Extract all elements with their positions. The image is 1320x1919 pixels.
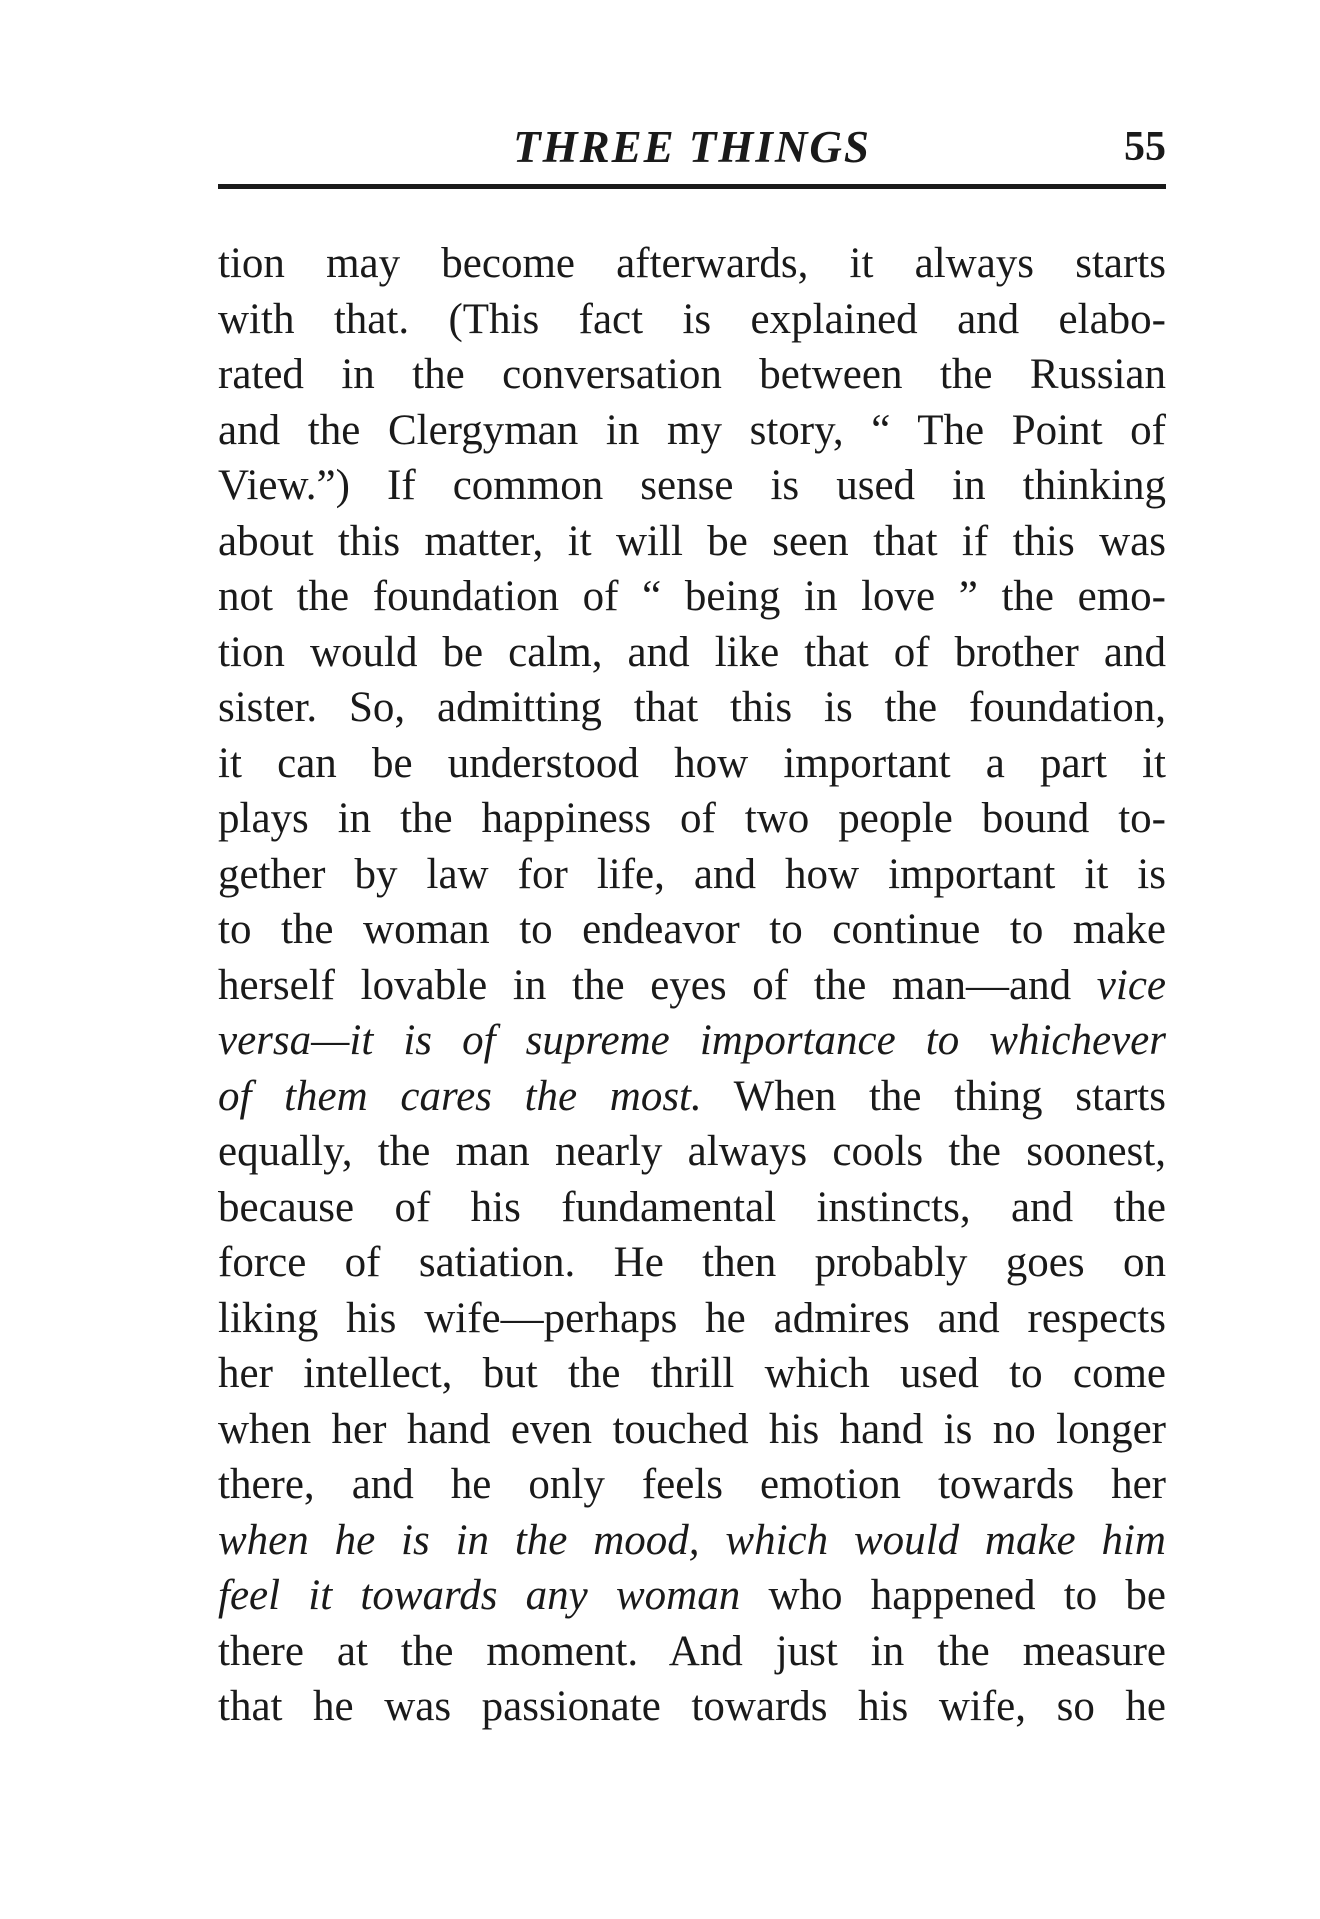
italic-text-segment: versa—it is of supreme importance to whichever <box>218 1017 1166 1064</box>
text-line <box>218 1679 1166 1735</box>
text-segment: it can be understood how important a part it <box>218 739 1166 787</box>
page-number: 55 <box>1124 124 1166 170</box>
text-line <box>218 236 1166 292</box>
text-segment: force of satiation. He then probably goes on <box>218 1239 1166 1286</box>
body-text <box>218 236 1166 1735</box>
text-segment: sister. So, admitting that this is the foundation, <box>218 684 1166 731</box>
text-segment: that he was passionate towards his wife, so he <box>218 1683 1166 1730</box>
text-line <box>218 1291 1166 1347</box>
text-line <box>218 625 1166 681</box>
text-line <box>218 1235 1166 1291</box>
text-line <box>218 1069 1166 1125</box>
text-line <box>218 1013 1166 1069</box>
text-segment: liking his wife—perhaps he admires and respects <box>218 1294 1166 1342</box>
text-line <box>218 403 1166 459</box>
text-segment: herself lovable in the eyes of the man—and <box>218 961 1097 1009</box>
italic-text-segment: vice <box>1096 961 1166 1009</box>
text-line <box>218 347 1166 403</box>
text-segment: with that. (This fact is explained and elabo- <box>218 295 1166 343</box>
text-line <box>218 514 1166 570</box>
text-line <box>218 847 1166 903</box>
text-segment: about this matter, it will be seen that if this was <box>218 517 1166 565</box>
text-segment: there at the moment. And just in the measure <box>218 1627 1166 1675</box>
text-segment: When the thing starts <box>701 1072 1166 1120</box>
text-line <box>218 1346 1166 1402</box>
text-line <box>218 1568 1166 1624</box>
text-segment: when her hand even touched his hand is no longer <box>218 1405 1166 1453</box>
text-line <box>218 1457 1166 1513</box>
text-segment: plays in the happiness of two people bound to- <box>218 795 1166 842</box>
text-line <box>218 736 1166 792</box>
text-line <box>218 1402 1166 1458</box>
text-segment: because of his fundamental instincts, and the <box>218 1183 1166 1231</box>
text-segment: there, and he only feels emotion towards her <box>218 1461 1166 1508</box>
text-line <box>218 1124 1166 1180</box>
text-line <box>218 569 1166 625</box>
italic-text-segment: feel it towards any woman <box>218 1572 741 1619</box>
header-rule <box>218 184 1166 189</box>
text-segment: gether by law for life, and how important it is <box>218 850 1166 898</box>
text-segment: tion may become afterwards, it always starts <box>218 240 1166 287</box>
text-segment: to the woman to endeavor to continue to make <box>218 906 1166 953</box>
text-line <box>218 458 1166 514</box>
text-line <box>218 958 1166 1014</box>
italic-text-segment: of them cares the most. <box>218 1072 702 1120</box>
text-line <box>218 1180 1166 1236</box>
text-segment: View.”) If common sense is used in thinking <box>218 462 1166 509</box>
text-segment: rated in the conversation between the Russian <box>218 351 1166 398</box>
text-line <box>218 1513 1166 1569</box>
text-line <box>218 791 1166 847</box>
text-segment: not the foundation of “ being in love ” the emo- <box>218 573 1166 620</box>
text-line <box>218 1624 1166 1680</box>
running-head-title: THREE THINGS <box>513 122 871 172</box>
text-segment: who happened to be <box>740 1572 1166 1619</box>
text-line <box>218 902 1166 958</box>
running-head <box>218 112 1166 182</box>
text-segment: tion would be calm, and like that of brother and <box>218 628 1166 676</box>
text-line <box>218 680 1166 736</box>
text-segment: equally, the man nearly always cools the soonest, <box>218 1128 1166 1175</box>
text-segment: her intellect, but the thrill which used to come <box>218 1350 1166 1397</box>
italic-text-segment: when he is in the mood, which would make him <box>218 1516 1166 1564</box>
text-line <box>218 292 1166 348</box>
text-segment: and the Clergyman in my story, “ The Point of <box>218 406 1166 454</box>
